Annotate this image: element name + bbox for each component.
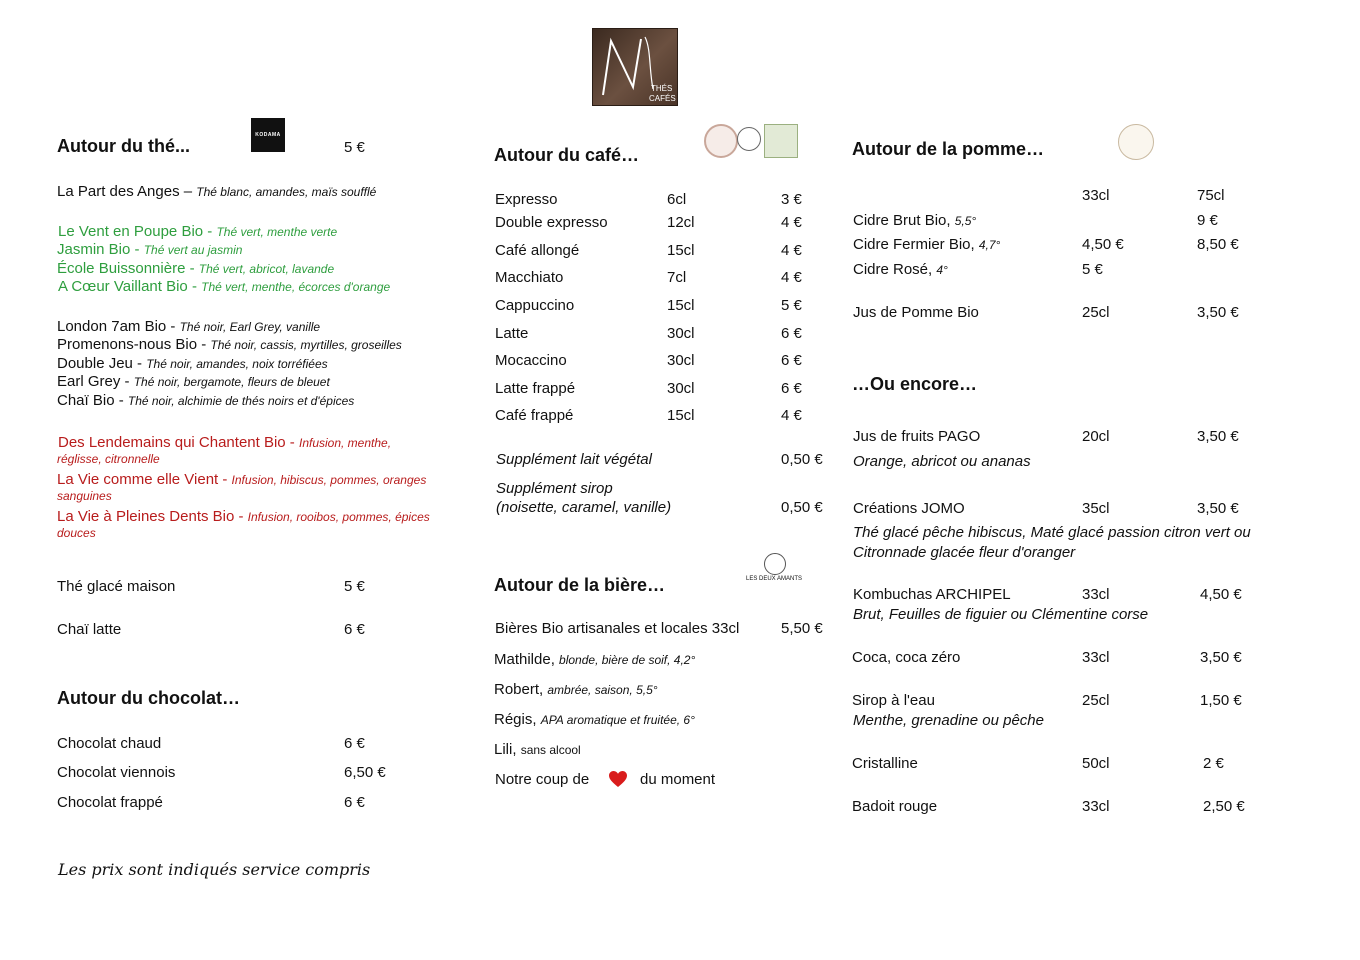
tea-name: London 7am Bio - bbox=[57, 318, 180, 335]
cafe-price: 5 € bbox=[781, 297, 802, 314]
encore-vol: 35cl bbox=[1082, 500, 1110, 517]
biere-desc: sans alcool bbox=[520, 743, 581, 757]
the-glace-price: 5 € bbox=[344, 578, 365, 595]
tea-desc: Thé vert, menthe verte bbox=[216, 225, 338, 239]
brand-logo bbox=[592, 28, 678, 106]
tea-name: Promenons-nous Bio - bbox=[57, 336, 211, 353]
cafe-vol: 12cl bbox=[667, 214, 695, 231]
tea-black-item bbox=[57, 336, 402, 353]
tea-desc: Thé noir, cassis, myrtilles, groseilles bbox=[210, 338, 402, 352]
cafe-vol: 15cl bbox=[667, 297, 695, 314]
tea-desc-cont: douces bbox=[57, 526, 96, 540]
cafe-vol: 15cl bbox=[667, 407, 695, 424]
tea-name: Le Vent en Poupe Bio - bbox=[58, 223, 217, 240]
tea-red-item bbox=[57, 508, 430, 525]
tea-desc: Infusion, hibiscus, pommes, oranges bbox=[231, 473, 427, 487]
tea-black-item bbox=[57, 373, 330, 390]
cafe-item: Café frappé bbox=[495, 407, 574, 424]
encore-desc: Menthe, grenadine ou pêche bbox=[853, 712, 1044, 729]
cider-brand-badge-icon bbox=[1118, 124, 1154, 160]
supp-sirop: Supplément sirop bbox=[496, 480, 613, 497]
biere-desc: blonde, bière de soif, 4,2° bbox=[559, 653, 696, 667]
tea-red-item bbox=[57, 471, 426, 488]
biere-item bbox=[494, 651, 695, 668]
cafe-vol: 7cl bbox=[667, 269, 687, 286]
the-glace: Thé glacé maison bbox=[57, 578, 176, 595]
pomme-title: Autour de la pomme… bbox=[852, 139, 1045, 159]
encore-item: Jus de fruits PAGO bbox=[853, 428, 981, 445]
encore-price: 3,50 € bbox=[1197, 500, 1239, 517]
biere-item bbox=[494, 741, 581, 758]
tea-desc: Thé noir, amandes, noix torréfiées bbox=[146, 357, 328, 371]
cidre-item bbox=[853, 212, 976, 229]
heart-icon bbox=[608, 770, 628, 788]
coup-de-coeur-a: Notre coup de bbox=[495, 771, 590, 788]
tea-name: La Vie comme elle Vient - bbox=[57, 471, 232, 488]
encore-desc: Thé glacé pêche hibiscus, Maté glacé passion citron vert ou bbox=[853, 524, 1251, 541]
tea-red-item bbox=[58, 434, 391, 451]
jus-pomme-vol: 25cl bbox=[1082, 304, 1110, 321]
cafe-price: 6 € bbox=[781, 380, 802, 397]
coffee-brand-badge-icon bbox=[704, 124, 738, 158]
biere-name: Robert, bbox=[494, 681, 548, 698]
supp-lait: Supplément lait végétal bbox=[496, 451, 652, 468]
award-laurel-icon bbox=[737, 127, 761, 151]
cidre-deg: 5,5° bbox=[954, 214, 977, 228]
encore-item: Sirop à l'eau bbox=[852, 692, 935, 709]
cafe-vol: 6cl bbox=[667, 191, 687, 208]
encore-vol: 50cl bbox=[1082, 755, 1110, 772]
tea-black-item bbox=[57, 355, 328, 372]
encore-desc: Brut, Feuilles de figuier ou Clémentine corse bbox=[853, 606, 1149, 623]
footer-note: Les prix sont indiqués service compris bbox=[58, 860, 371, 879]
tea-desc: Thé vert, abricot, lavande bbox=[198, 262, 335, 276]
pomme-col2: 75cl bbox=[1197, 187, 1225, 204]
biere-desc: ambrée, saison, 5,5° bbox=[547, 683, 658, 697]
tea-name: Chaï Bio - bbox=[57, 392, 128, 409]
tea-name: A Cœur Vaillant Bio - bbox=[58, 278, 202, 295]
biere-item bbox=[494, 711, 695, 728]
encore-price: 3,50 € bbox=[1200, 649, 1242, 666]
encore-vol: 33cl bbox=[1082, 586, 1110, 603]
brand-logo-icon bbox=[593, 29, 677, 105]
tea-green-item bbox=[58, 223, 337, 240]
tea-name: La Vie à Pleines Dents Bio - bbox=[57, 508, 248, 525]
tea-desc: Infusion, menthe, bbox=[298, 436, 392, 450]
chocolat-price: 6 € bbox=[344, 794, 365, 811]
tea-green-item bbox=[57, 260, 334, 277]
cidre-name: Cidre Brut Bio, bbox=[853, 212, 955, 229]
cidre-item bbox=[853, 236, 1000, 253]
coup-de-coeur-b: du moment bbox=[640, 771, 716, 788]
supp-sirop-desc: (noisette, caramel, vanille) bbox=[496, 499, 672, 516]
cafe-vol: 30cl bbox=[667, 380, 695, 397]
encore-item: Coca, coca zéro bbox=[852, 649, 961, 666]
encore-item: Cristalline bbox=[852, 755, 918, 772]
encore-vol: 25cl bbox=[1082, 692, 1110, 709]
tea-green-item bbox=[58, 278, 390, 295]
tea-name: École Buissonnière - bbox=[57, 260, 199, 277]
brewery-logo-text: LES DEUX AMANTS bbox=[746, 576, 803, 582]
the-price: 5 € bbox=[344, 139, 365, 156]
pomme-col1: 33cl bbox=[1082, 187, 1110, 204]
biere-item bbox=[494, 681, 658, 698]
tea-name: Des Lendemains qui Chantent Bio - bbox=[58, 434, 299, 451]
chocolat-price: 6,50 € bbox=[344, 764, 386, 781]
encore-price: 4,50 € bbox=[1200, 586, 1242, 603]
supp-sirop-price: 0,50 € bbox=[781, 499, 823, 516]
encore-price: 2 € bbox=[1203, 755, 1224, 772]
cafe-vol: 30cl bbox=[667, 325, 695, 342]
biere-name: Régis, bbox=[494, 711, 541, 728]
cidre-deg: 4,7° bbox=[978, 238, 1001, 252]
encore-desc: Citronnade glacée fleur d'oranger bbox=[853, 544, 1076, 561]
kodama-logo: KODAMA bbox=[251, 118, 285, 152]
the-part-des-anges bbox=[57, 183, 376, 200]
tea-name: Earl Grey - bbox=[57, 373, 134, 390]
tea-desc: Thé noir, Earl Grey, vanille bbox=[179, 320, 321, 334]
brewery-logo-icon bbox=[764, 553, 786, 575]
tea-name: La Part des Anges – bbox=[57, 183, 197, 200]
chocolat-price: 6 € bbox=[344, 735, 365, 752]
encore-desc: Orange, abricot ou ananas bbox=[853, 453, 1031, 470]
encore-vol: 20cl bbox=[1082, 428, 1110, 445]
chocolat-title: Autour du chocolat… bbox=[57, 688, 240, 708]
biere-main: Bières Bio artisanales et locales 33cl bbox=[495, 620, 740, 637]
supp-lait-price: 0,50 € bbox=[781, 451, 823, 468]
cafe-price: 4 € bbox=[781, 242, 802, 259]
encore-title: …Ou encore… bbox=[852, 374, 978, 394]
encore-item: Kombuchas ARCHIPEL bbox=[853, 586, 1011, 603]
jus-pomme: Jus de Pomme Bio bbox=[853, 304, 979, 321]
cafe-vol: 30cl bbox=[667, 352, 695, 369]
cafe-item: Macchiato bbox=[495, 269, 564, 286]
chocolat-item: Chocolat viennois bbox=[57, 764, 176, 781]
tea-black-item bbox=[57, 318, 320, 335]
encore-price: 1,50 € bbox=[1200, 692, 1242, 709]
coffee-plant-icon bbox=[764, 124, 798, 158]
the-title: Autour du thé... bbox=[57, 136, 190, 156]
cafe-item: Double expresso bbox=[495, 214, 608, 231]
cidre-price-33: 5 € bbox=[1082, 261, 1103, 278]
cafe-item: Cappuccino bbox=[495, 297, 575, 314]
biere-name: Mathilde, bbox=[494, 651, 560, 668]
jus-pomme-price: 3,50 € bbox=[1197, 304, 1239, 321]
chocolat-item: Chocolat frappé bbox=[57, 794, 163, 811]
encore-price: 3,50 € bbox=[1197, 428, 1239, 445]
chai-latte: Chaï latte bbox=[57, 621, 122, 638]
tea-desc: Thé blanc, amandes, maïs soufflé bbox=[196, 185, 377, 199]
tea-desc: Thé vert, menthe, écorces d'orange bbox=[201, 280, 391, 294]
biere-main-price: 5,50 € bbox=[781, 620, 823, 637]
biere-desc: APA aromatique et fruitée, 6° bbox=[540, 713, 695, 727]
cafe-item: Latte frappé bbox=[495, 380, 576, 397]
cidre-price-75: 8,50 € bbox=[1197, 236, 1239, 253]
tea-green-item bbox=[57, 241, 242, 258]
cafe-price: 4 € bbox=[781, 214, 802, 231]
chai-latte-price: 6 € bbox=[344, 621, 365, 638]
cafe-item: Expresso bbox=[495, 191, 558, 208]
tea-desc-cont: réglisse, citronnelle bbox=[57, 452, 160, 466]
cidre-name: Cidre Rosé, bbox=[853, 261, 937, 278]
cafe-price: 4 € bbox=[781, 269, 802, 286]
cafe-price: 6 € bbox=[781, 352, 802, 369]
tea-name: Double Jeu - bbox=[57, 355, 147, 372]
chocolat-item: Chocolat chaud bbox=[57, 735, 162, 752]
tea-desc: Thé noir, bergamote, fleurs de bleuet bbox=[133, 375, 330, 389]
encore-item: Badoit rouge bbox=[852, 798, 938, 815]
encore-item: Créations JOMO bbox=[853, 500, 965, 517]
logo-line2: CAFÉS bbox=[649, 94, 676, 103]
cidre-deg: 4° bbox=[936, 263, 948, 277]
tea-desc: Thé noir, alchimie de thés noirs et d'épices bbox=[127, 394, 355, 408]
cidre-name: Cidre Fermier Bio, bbox=[853, 236, 979, 253]
cafe-title: Autour du café… bbox=[494, 145, 640, 165]
cafe-price: 6 € bbox=[781, 325, 802, 342]
cafe-item: Mocaccino bbox=[495, 352, 567, 369]
tea-black-item bbox=[57, 392, 354, 409]
cafe-vol: 15cl bbox=[667, 242, 695, 259]
tea-desc: Infusion, rooibos, pommes, épices bbox=[247, 510, 430, 524]
encore-vol: 33cl bbox=[1082, 649, 1110, 666]
cafe-price: 4 € bbox=[781, 407, 802, 424]
tea-desc-cont: sanguines bbox=[57, 489, 112, 503]
tea-name: Jasmin Bio - bbox=[57, 241, 144, 258]
biere-title: Autour de la bière… bbox=[494, 575, 666, 595]
cafe-price: 3 € bbox=[781, 191, 802, 208]
tea-desc: Thé vert au jasmin bbox=[143, 243, 243, 257]
biere-name: Lili, bbox=[494, 741, 521, 758]
encore-vol: 33cl bbox=[1082, 798, 1110, 815]
encore-price: 2,50 € bbox=[1203, 798, 1245, 815]
cafe-item: Café allongé bbox=[495, 242, 580, 259]
cidre-price-33: 4,50 € bbox=[1082, 236, 1124, 253]
logo-line1: THÉS bbox=[651, 84, 673, 93]
cafe-item: Latte bbox=[495, 325, 529, 342]
cidre-item bbox=[853, 261, 948, 278]
cidre-price-75: 9 € bbox=[1197, 212, 1218, 229]
